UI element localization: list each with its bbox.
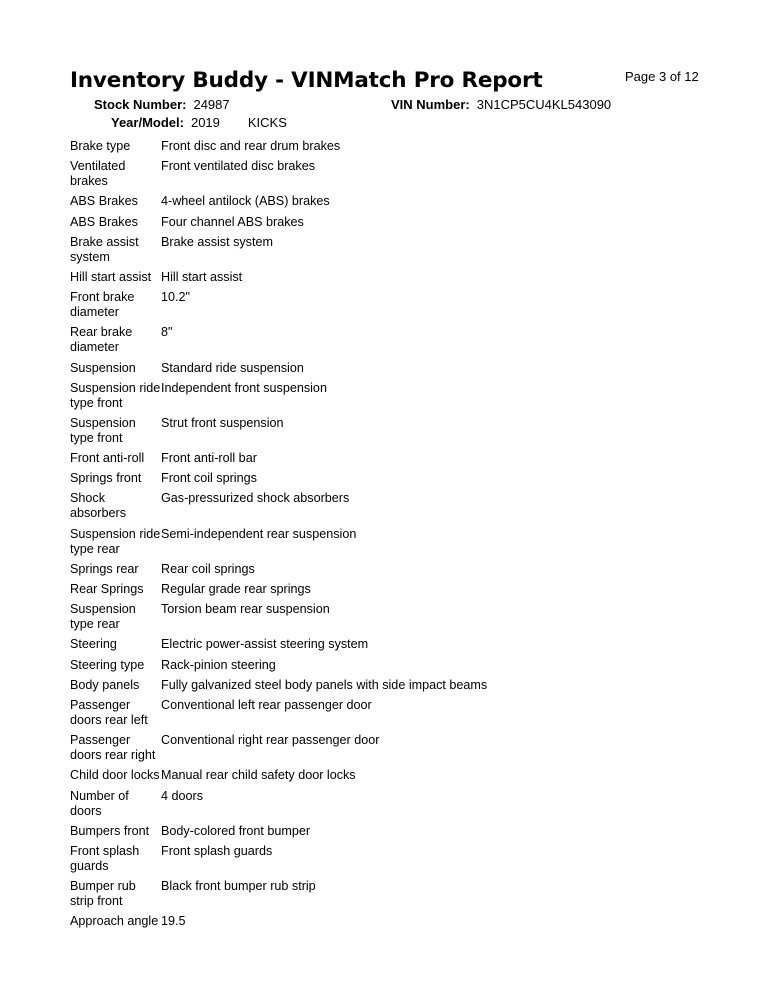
vin-number-row: [391, 97, 611, 112]
spec-label: Passenger doors rear right: [70, 733, 156, 763]
spec-value: Regular grade rear springs: [161, 582, 311, 596]
spec-row: [70, 678, 710, 693]
spec-label: Ventilated brakes: [70, 159, 126, 189]
spec-label: Suspension type front: [70, 415, 136, 445]
spec-value: Conventional right rear passenger door: [161, 733, 380, 748]
spec-value: 8": [161, 325, 173, 340]
vin-number-value: 3N1CP5CU4KL543090: [476, 97, 612, 112]
spec-row: [70, 582, 710, 597]
spec-label: Front anti-roll: [70, 451, 145, 466]
spec-label: Suspension ride type rear: [70, 526, 161, 556]
spec-label: Suspension ride type front: [70, 380, 161, 410]
spec-row: [70, 416, 710, 446]
spec-label: Approach angle: [70, 914, 159, 929]
spec-value: Hill start assist: [161, 269, 243, 284]
year-value: 2019: [190, 115, 220, 130]
spec-value: Black front bumper rub strip: [161, 879, 316, 894]
spec-value: Body-colored front bumper: [161, 823, 311, 838]
year-model-row: [111, 115, 287, 130]
spec-value: Semi-independent rear suspension: [161, 526, 357, 541]
spec-value: Torsion beam rear suspension: [161, 602, 330, 617]
spec-label: Bumper rub strip front: [70, 879, 136, 909]
spec-row: [70, 270, 710, 285]
spec-value: 4 doors: [161, 788, 204, 803]
spec-label: Steering type: [70, 657, 145, 672]
spec-value: Rack-pinion steering: [161, 657, 276, 672]
spec-label: Suspension type rear: [70, 602, 136, 632]
spec-row: [70, 602, 710, 632]
page-number: Page 3 of 12: [625, 69, 699, 84]
spec-row: [70, 235, 710, 265]
spec-label: Child door locks: [70, 768, 160, 783]
spec-label: Bumpers front: [70, 823, 150, 838]
spec-value: Four channel ABS brakes: [161, 214, 304, 229]
spec-label: Suspension: [70, 360, 136, 375]
spec-value: Rear coil springs: [161, 561, 255, 576]
stock-number-label: Stock Number:: [94, 97, 187, 112]
spec-value: Conventional left rear passenger door: [161, 697, 372, 712]
spec-row: [70, 471, 710, 486]
year-model-label: Year/Model:: [111, 115, 184, 130]
spec-label: Hill start assist: [70, 269, 152, 284]
spec-row: [70, 215, 710, 230]
spec-row: [70, 733, 710, 763]
spec-row: [70, 491, 710, 521]
spec-row: [70, 527, 710, 557]
spec-label: Springs front: [70, 471, 142, 486]
stock-number-value: 24987: [193, 97, 230, 112]
spec-row: [70, 658, 710, 673]
spec-label: Brake type: [70, 139, 131, 153]
spec-value: Front disc and rear drum brakes: [161, 139, 341, 153]
spec-value: Front anti-roll bar: [161, 451, 257, 466]
spec-row: [70, 159, 710, 189]
report-title: Inventory Buddy - VINMatch Pro Report: [70, 68, 543, 93]
spec-value: 10.2": [161, 290, 190, 305]
spec-label: Front splash guards: [70, 843, 140, 873]
spec-label: Springs rear: [70, 561, 139, 576]
spec-value: Electric power-assist steering system: [161, 637, 369, 652]
spec-row: [70, 290, 710, 320]
spec-label: ABS Brakes: [70, 214, 138, 229]
spec-row: [70, 451, 710, 466]
spec-row: [70, 914, 710, 929]
spec-label: Steering: [70, 637, 117, 652]
spec-value: Fully galvanized steel body panels with side impact beams: [161, 677, 488, 692]
spec-label: Body panels: [70, 677, 140, 692]
spec-value: 4-wheel antilock (ABS) brakes: [161, 194, 330, 209]
spec-row: [70, 562, 710, 577]
stock-number-row: [94, 97, 230, 112]
spec-row: [70, 325, 710, 355]
spec-label: Passenger doors rear left: [70, 697, 148, 727]
spec-label: Rear brake diameter: [70, 325, 133, 355]
spec-row: [70, 824, 710, 839]
spec-row: [70, 844, 710, 874]
spec-row: [70, 879, 710, 909]
spec-value: Brake assist system: [161, 234, 273, 249]
spec-row: [70, 381, 710, 411]
spec-label: Rear Springs: [70, 582, 144, 596]
spec-row: [70, 789, 710, 819]
spec-row: [70, 637, 710, 652]
spec-value: Front coil springs: [161, 471, 257, 486]
spec-value: Manual rear child safety door locks: [161, 768, 356, 783]
spec-value: 19.5: [161, 914, 186, 929]
spec-row: [70, 194, 710, 209]
spec-label: Brake assist system: [70, 234, 139, 264]
spec-value: Front ventilated disc brakes: [161, 159, 315, 174]
spec-list: [70, 139, 710, 934]
spec-value: Standard ride suspension: [161, 360, 304, 375]
spec-row: [70, 698, 710, 728]
spec-row: [70, 139, 710, 154]
spec-label: ABS Brakes: [70, 194, 138, 209]
spec-value: Strut front suspension: [161, 415, 284, 430]
spec-value: Front splash guards: [161, 843, 273, 858]
spec-label: Number of doors: [70, 788, 129, 818]
spec-value: Independent front suspension: [161, 380, 327, 395]
model-value: KICKS: [247, 115, 287, 130]
spec-label: Front brake diameter: [70, 290, 135, 320]
spec-label: Shock absorbers: [70, 491, 127, 521]
spec-row: [70, 361, 710, 376]
spec-value: Gas-pressurized shock absorbers: [161, 491, 350, 506]
spec-row: [70, 768, 710, 783]
vin-number-label: VIN Number:: [391, 97, 470, 112]
